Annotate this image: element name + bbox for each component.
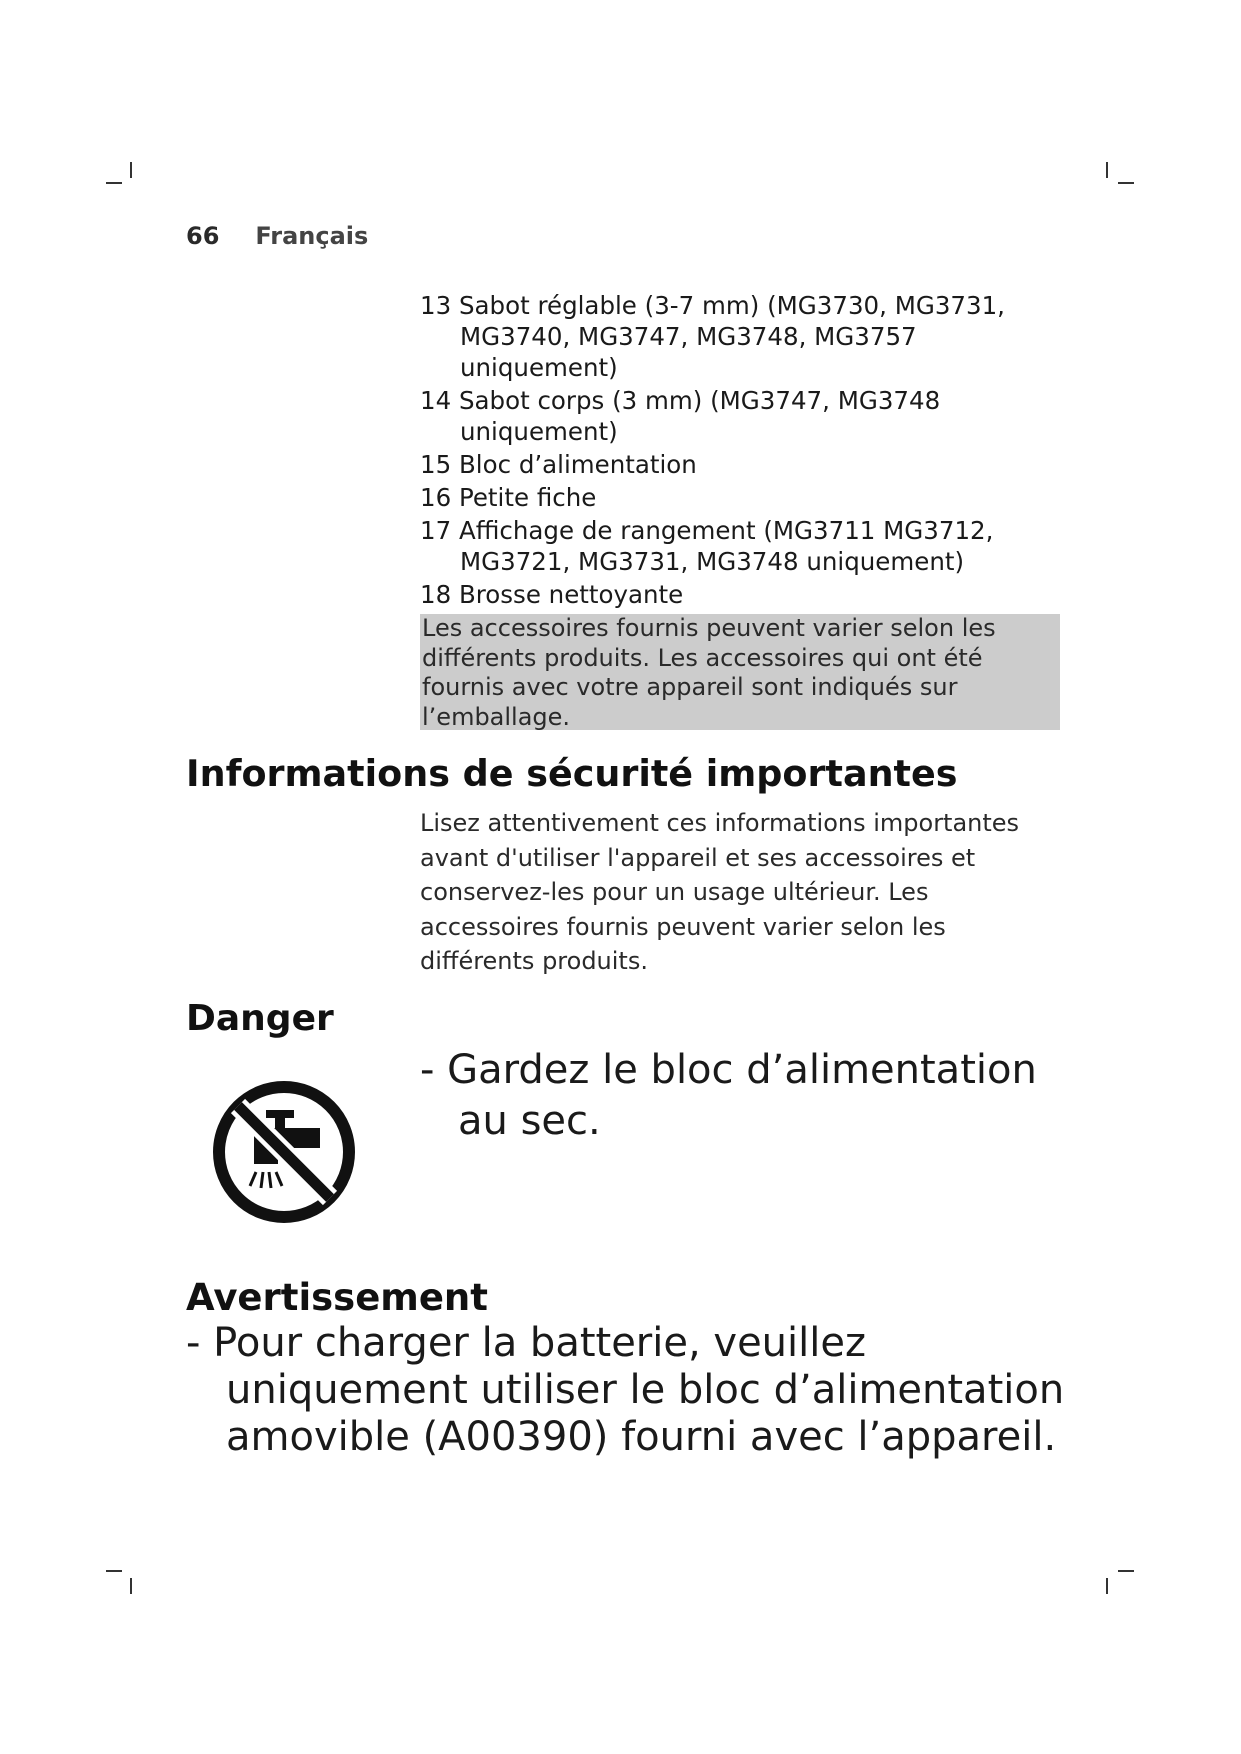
warning-text bbox=[186, 1320, 1086, 1461]
list-item: 14 Sabot corps (3 mm) (MG3747, MG3748 uniquement) bbox=[420, 386, 941, 446]
warning-line: uniquement utiliser le bloc d’alimentation bbox=[226, 1367, 1065, 1413]
parts-list bbox=[420, 290, 1060, 612]
crop-mark bbox=[1118, 1570, 1134, 1572]
crop-mark bbox=[130, 162, 132, 178]
warning-line: amovible (A00390) fourni avec l’appareil. bbox=[226, 1414, 1057, 1460]
list-item: 13 Sabot réglable (3-7 mm) (MG3730, MG3731, MG3740, MG3747, MG3748, MG3757 uniquement) bbox=[420, 291, 1005, 382]
page-number: 66 bbox=[186, 222, 220, 250]
crop-mark bbox=[106, 1570, 122, 1572]
danger-text bbox=[420, 1045, 1060, 1147]
crop-mark bbox=[1106, 1578, 1108, 1594]
crop-mark bbox=[130, 1578, 132, 1594]
list-item: 17 Affichage de rangement (MG3711 MG3712, MG3721, MG3731, MG3748 uniquement) bbox=[420, 516, 994, 576]
list-item: 15 Bloc d’alimentation bbox=[420, 450, 697, 479]
page-language: Français bbox=[255, 222, 369, 250]
danger-line: au sec. bbox=[458, 1098, 601, 1144]
crop-mark bbox=[1106, 162, 1108, 178]
crop-mark bbox=[1118, 182, 1134, 184]
page-header bbox=[186, 222, 368, 250]
warning-heading: Avertissement bbox=[186, 1276, 488, 1319]
danger-line: - Gardez le bloc d’alimentation bbox=[420, 1047, 1037, 1093]
warning-line: - Pour charger la batterie, veuillez bbox=[186, 1320, 866, 1366]
crop-mark bbox=[106, 182, 122, 184]
safety-heading: Informations de sécurité importantes bbox=[186, 752, 958, 795]
no-water-icon bbox=[206, 1074, 362, 1230]
danger-heading: Danger bbox=[186, 998, 334, 1039]
list-item: 16 Petite fiche bbox=[420, 483, 597, 512]
safety-intro: Lisez attentivement ces informations importantes avant d'utiliser l'appareil et ses accessoires et conservez-les pour un usage ultérieur. Les accessoires fournis peuvent varier selon les différents produits. bbox=[420, 809, 1020, 975]
accessories-note: Les accessoires fournis peuvent varier selon les différents produits. Les accessoires qui ont été fournis avec votre appareil sont indiqués sur l’emballage. bbox=[420, 614, 1060, 730]
list-item: 18 Brosse nettoyante bbox=[420, 580, 684, 609]
